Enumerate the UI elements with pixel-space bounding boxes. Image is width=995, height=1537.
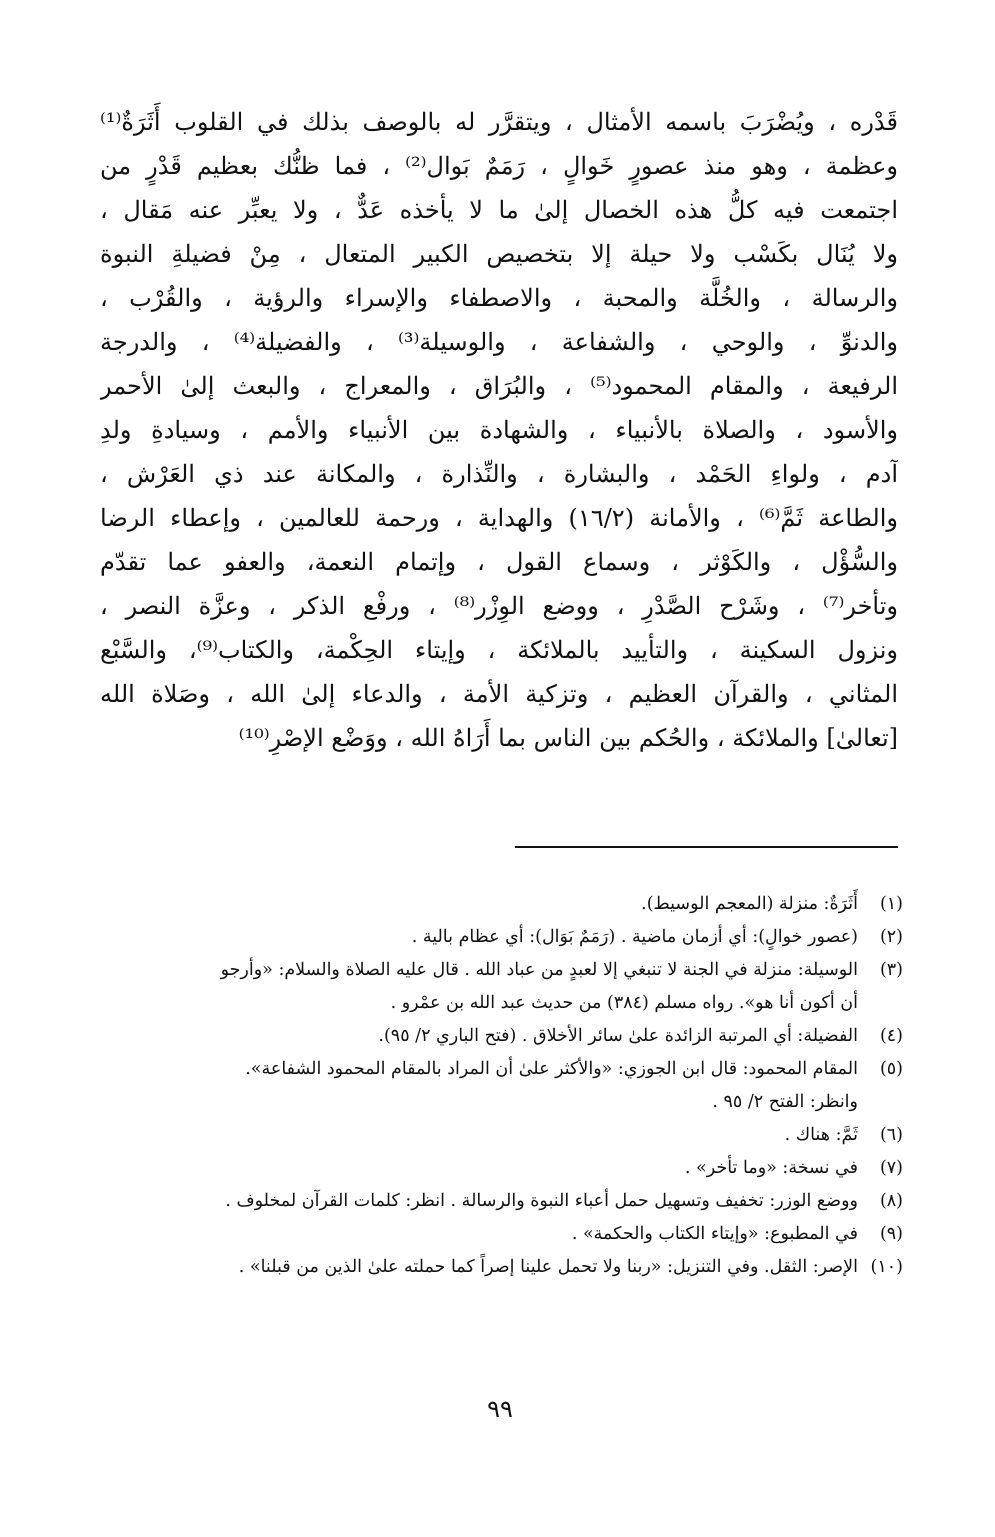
footnote-item [95, 1251, 903, 1284]
footnote-line: (عصور خوالٍ): أي أزمان ماضية . (رَمَمٌ بَوَال): أي عظام بالية . [411, 927, 858, 947]
footnote-line: ثَمَّ: هناك . [784, 1125, 858, 1145]
footnote-text [95, 1119, 858, 1152]
text-line: [تعالىٰ] والملائكة ، والحُكم بين الناس بما أَرَاهُ الله ، ووَضْع الإصْرِ⁽¹⁰⁾ [238, 724, 898, 752]
footnote-line: الوسيلة: منزلة في الجنة لا تنبغي إلا لعبدٍ من عباد الله . قال عليه الصلاة والسلام: «وأرجو [220, 960, 858, 980]
footnote-text [95, 1020, 858, 1053]
text-line: الرفيعة ، والمقام المحمود⁽⁵⁾ ، والبُرَاق ، والمعراج ، والبعث إلىٰ الأحمر [100, 372, 898, 400]
main-text [100, 100, 898, 760]
footnote-text [95, 1251, 858, 1284]
text-line: ولا يُنَال بكَسْب ولا حيلة إلا بتخصيص الكبير المتعال ، مِنْ فضيلةِ النبوة [100, 240, 898, 268]
text-line: والدنوِّ ، والوحي ، والشفاعة ، والوسيلة⁽³⁾ ، والفضيلة⁽⁴⁾ ، والدرجة [100, 328, 898, 356]
footnote-item [95, 921, 903, 954]
footnote-text [95, 954, 858, 1020]
footnotes [95, 888, 903, 1284]
footnote-item [95, 888, 903, 921]
footnote-line: في نسخة: «وما تأخر» . [684, 1158, 858, 1178]
footnote-line: وانظر: الفتح ٢/ ٩٥ . [712, 1092, 858, 1112]
footnote-line: المقام المحمود: قال ابن الجوزي: «والأكثر علىٰ أن المراد بالمقام المحمود الشفاعة». [245, 1059, 858, 1079]
footnote-item [95, 1218, 903, 1251]
text-line: والأسود ، والصلاة بالأنبياء ، والشهادة بين الأنبياء والأمم ، وسيادةِ ولدِ [100, 416, 898, 444]
footnote-number: (٥) [879, 1059, 903, 1079]
text-line: قَدْره ، ويُضْرَبَ باسمه الأمثال ، ويتقرَّر له بالوصف بذلك في القلوب أَثَرَةٌ⁽¹⁾ [100, 108, 898, 136]
footnote-number: (٧) [879, 1158, 903, 1178]
footnote-item [95, 954, 903, 1020]
footnote-line: في المطبوع: «وإيتاء الكتاب والحكمة» . [571, 1224, 858, 1244]
text-line: ونزول السكينة ، والتأييد بالملائكة ، وإيتاء الحِكْمة، والكتاب⁽⁹⁾، والسَّبْع [100, 636, 898, 664]
text-line: وعظمة ، وهو منذ عصورٍ خَوالٍ ، رَمَمٌ بَوال⁽²⁾ ، فما ظنُّك بعظيم قَدْرٍ من [100, 152, 898, 180]
footnote-number: (٦) [879, 1125, 903, 1145]
footnote-item [95, 1020, 903, 1053]
footnote-item [95, 1152, 903, 1185]
text-line: اجتمعت فيه كلُّ هذه الخصال إلىٰ ما لا يأخذه عَدٌّ ، ولا يعبِّر عنه مَقال ، [100, 196, 898, 224]
text-line: وتأخر⁽⁷⁾ ، وشَرْح الصَّدْرِ ، ووضع الوِزْر⁽⁸⁾ ، ورفْع الذكر ، وعزَّة النصر ، [100, 592, 898, 620]
footnote-text [95, 1152, 858, 1185]
footnote-number: (٣) [879, 960, 903, 980]
footnote-text [95, 921, 858, 954]
footnote-number: (٨) [879, 1191, 903, 1211]
footnote-number: (٩) [879, 1224, 903, 1244]
footnote-text [95, 1185, 858, 1218]
footnote-item [95, 1053, 903, 1119]
footnote-item [95, 1119, 903, 1152]
text-line: آدم ، ولواءِ الحَمْد ، والبشارة ، والنِّذارة ، والمكانة عند ذي العَرْش ، [100, 460, 898, 488]
footnote-separator [515, 846, 898, 848]
text-line: والطاعة ثَمَّ⁽⁶⁾ ، والأمانة (١٦/٢) والهداية ، ورحمة للعالمين ، وإعطاء الرضا [100, 504, 898, 532]
text-line: والرسالة ، والخُلَّة والمحبة ، والاصطفاء والإسراء والرؤية ، والقُرْب ، [100, 284, 898, 312]
footnote-line: ووضع الوزر: تخفيف وتسهيل حمل أعباء النبوة والرسالة . انظر: كلمات القرآن لمخلوف . [225, 1191, 858, 1211]
footnote-number: (٢) [879, 927, 903, 947]
footnote-number: (٤) [879, 1026, 903, 1046]
footnote-line: الإصر: الثقل. وفي التنزيل: «ربنا ولا تحمل علينا إصراً كما حملته علىٰ الذين من قبلنا» . [238, 1257, 858, 1277]
footnote-number: (١٠) [870, 1257, 903, 1277]
page-number: ٩٩ [487, 1395, 513, 1423]
footnote-line: أَثَرَةٌ: منزلة (المعجم الوسيط). [641, 894, 858, 914]
footnote-text [95, 888, 858, 921]
text-line: المثاني ، والقرآن العظيم ، وتزكية الأمة ، والدعاء إلىٰ الله ، وصَلاة الله [100, 680, 898, 708]
footnote-number: (١) [879, 894, 903, 914]
footnote-item [95, 1185, 903, 1218]
footnote-line: الفضيلة: أي المرتبة الزائدة علىٰ سائر الأخلاق . (فتح الباري ٢/ ٩٥). [378, 1026, 858, 1046]
footnote-text [95, 1218, 858, 1251]
text-line: والسُّؤْل ، والكَوْثر ، وسماع القول ، وإتمام النعمة، والعفو عما تقدّم [100, 548, 898, 576]
footnote-line: أن أكون أنا هو». رواه مسلم (٣٨٤) من حديث عبد الله بن عمْرو . [390, 993, 858, 1013]
footnote-text [95, 1053, 858, 1119]
